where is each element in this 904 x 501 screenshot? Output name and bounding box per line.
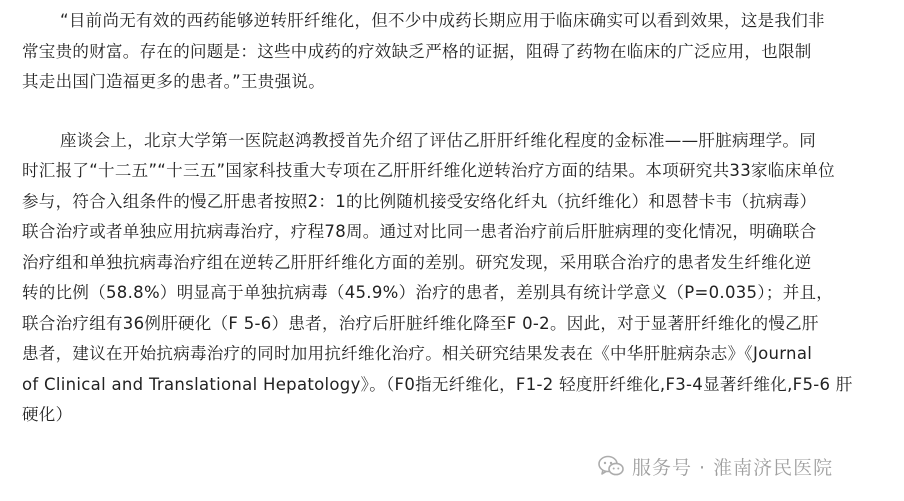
paragraph-spacer [22,98,890,126]
watermark-text: 服务号 · 淮南济民医院 [632,456,834,479]
research-paragraph [22,126,890,431]
quote-paragraph [22,6,890,98]
paragraph-line: 联合治疗组有36例肝硬化（F 5-6）患者，治疗后肝脏纤维化降至F 0-2。因此，对于显著肝纤维化的慢乙肝 [22,313,819,333]
paragraph-line: 时汇报了“十二五”“十三五”国家科技重大专项在乙肝肝纤维化逆转治疗方面的结果。本项研究共33家临床单位 [22,161,835,180]
paragraph-line: 患者，建议在开始抗病毒治疗的同时加用抗纤维化治疗。相关研究结果发表在《中华肝脏病杂志》《Journal [22,344,813,363]
paragraph-line: 治疗组和单独抗病毒治疗组在逆转乙肝肝纤维化方面的差别。研究发现，采用联合治疗的患者发生纤维化逆 [22,252,812,272]
paragraph-line: 联合治疗或者单独应用抗病毒治疗，疗程78周。通过对比同一患者治疗前后肝脏病理的变化情况，明确联合 [22,222,817,241]
paragraph-line: 其走出国门造福更多的患者。”王贵强说。 [22,72,325,91]
paragraph-line: 硬化） [22,405,73,424]
paragraph-line: 参与，符合入组条件的慢乙肝患者按照2：1的比例随机接受安络化纤丸（抗纤维化）和恩替卡韦（抗病毒） [22,191,817,211]
paragraph-line: 转的比例（58.8%）明显高于单独抗病毒（45.9%）治疗的患者，差别具有统计学意义（P=0.035）；并且， [22,283,834,302]
paragraph-line: 常宝贵的财富。存在的问题是：这些中成药的疗效缺乏严格的证据，阻碍了药物在临床的广泛应用，也限制 [22,41,812,61]
paragraph-line: of Clinical and Translational Hepatology》。（F0指无纤维化，F1-2 轻度肝纤维化,F3-4显著纤维化,F5-6 肝 [22,374,853,394]
paragraph-line: “目前尚无有效的西药能够逆转肝纤维化，但不少中成药长期应用于临床确实可以看到效果，这是我们非 [60,11,825,30]
wechat-icon [598,455,624,477]
paragraph-line: 座谈会上，北京大学第一医院赵鸿教授首先介绍了评估乙肝肝纤维化程度的金标准——肝脏病理学。同 [60,130,816,150]
article-body [22,6,890,431]
wechat-watermark [598,452,833,480]
